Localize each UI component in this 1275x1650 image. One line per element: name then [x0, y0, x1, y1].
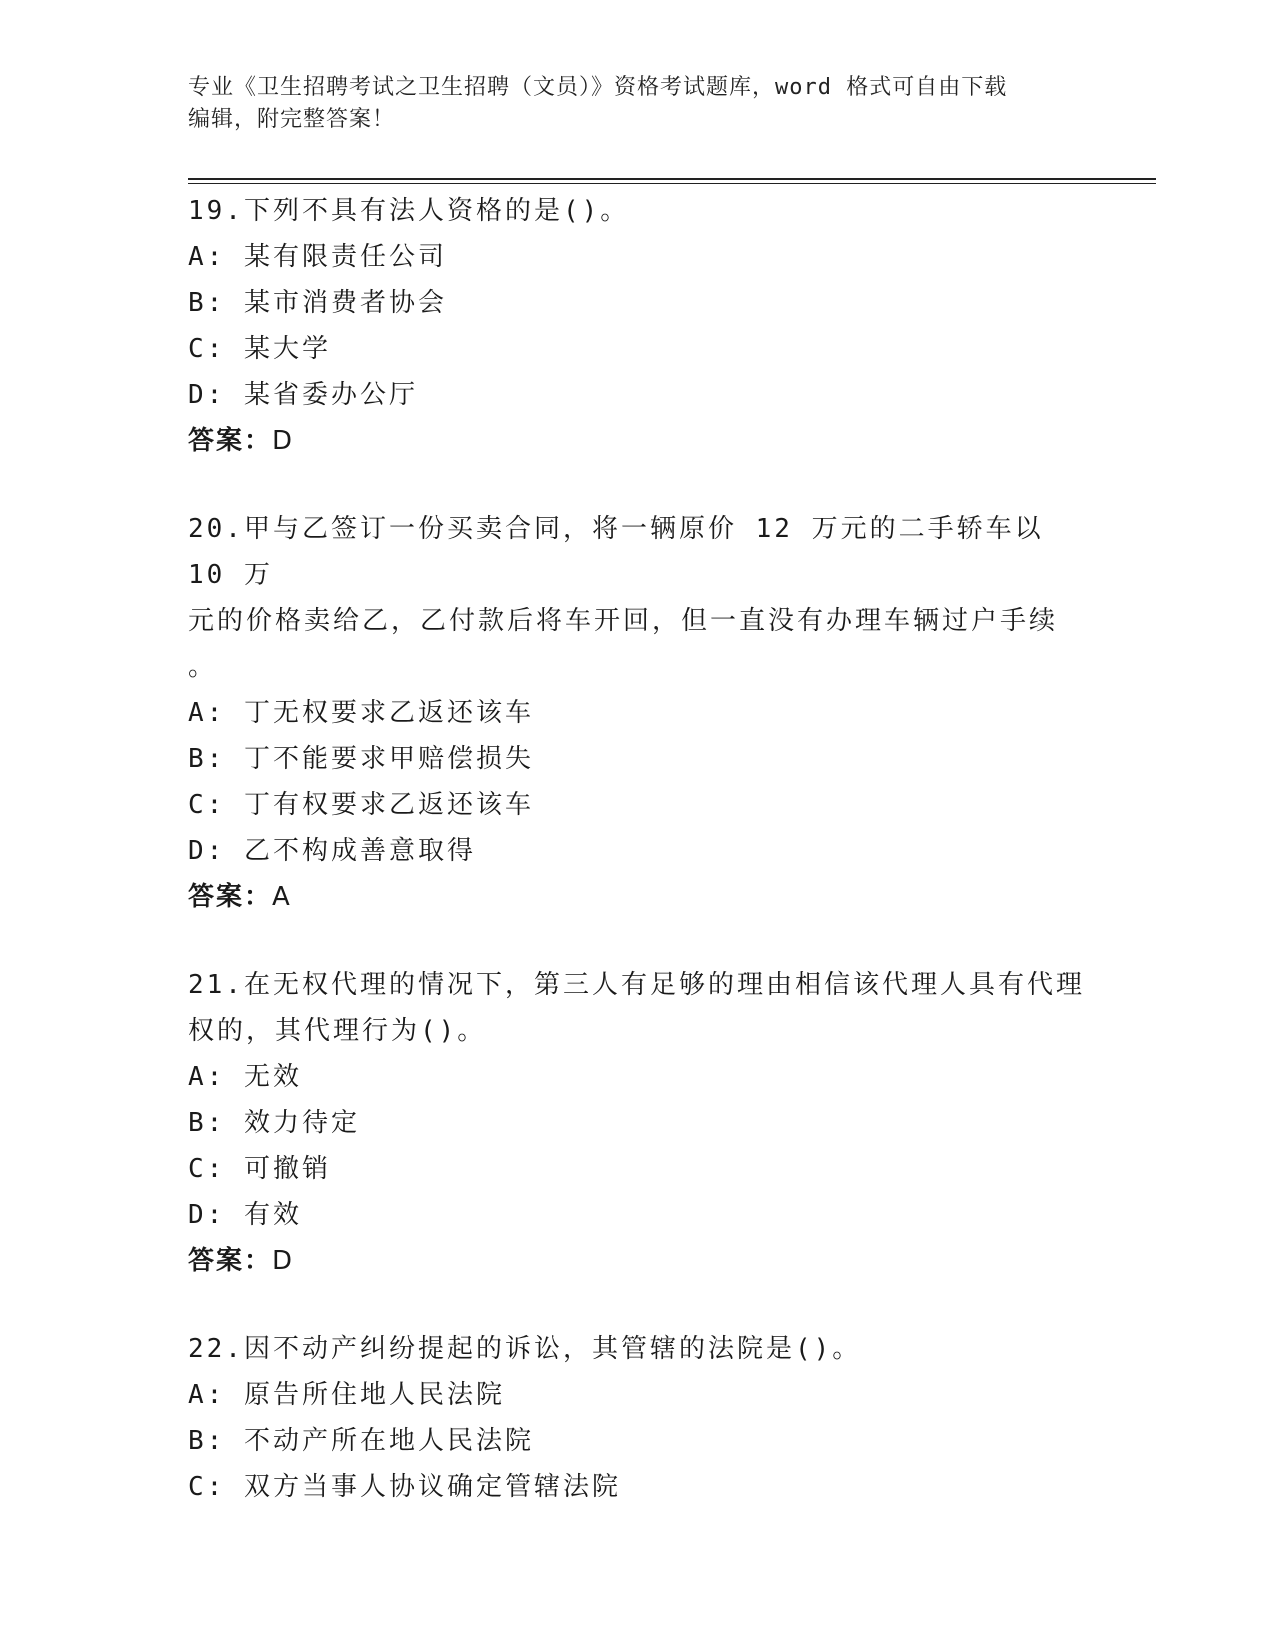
answer-value: A	[272, 882, 292, 912]
option-c: C: 双方当事人协议确定管辖法院	[188, 1472, 621, 1502]
answer-label: 答案：	[188, 882, 273, 912]
question-22	[188, 1326, 1088, 1510]
option-b: B: 效力待定	[188, 1108, 360, 1138]
question-21	[188, 962, 1088, 1284]
question-list	[188, 188, 1088, 1552]
option-d: D: 有效	[188, 1200, 302, 1230]
answer-label: 答案：	[188, 1246, 273, 1276]
answer-value: D	[272, 1246, 295, 1276]
header-divider-thin	[188, 183, 1156, 184]
option-b: B: 某市消费者协会	[188, 288, 447, 318]
document-header	[188, 72, 1088, 136]
answer-label: 答案：	[188, 426, 273, 456]
question-20	[188, 506, 1088, 920]
question-text-line-2: 元的价格卖给乙，乙付款后将车开回，但一直没有办理车辆过户手续	[188, 606, 1059, 636]
answer-line	[188, 418, 1088, 464]
option-a: A: 丁无权要求乙返还该车	[188, 698, 534, 728]
option-c: C: 某大学	[188, 334, 331, 364]
option-a: A: 某有限责任公司	[188, 242, 447, 272]
option-a: A: 无效	[188, 1062, 302, 1092]
option-c: C: 丁有权要求乙返还该车	[188, 790, 534, 820]
question-19	[188, 188, 1088, 464]
question-text-line-1: 20.甲与乙签订一份买卖合同，将一辆原价 12 万元的二手轿车以 10 万	[188, 514, 1044, 590]
question-text-line-2: 权的，其代理行为()。	[188, 1016, 487, 1046]
header-line-1: 专业《卫生招聘考试之卫生招聘（文员）》资格考试题库，word 格式可自由下载	[188, 75, 1008, 100]
answer-value: D	[272, 426, 295, 456]
option-a: A: 原告所住地人民法院	[188, 1380, 505, 1410]
header-line-2: 编辑，附完整答案！	[188, 107, 396, 132]
option-c: C: 可撤销	[188, 1154, 331, 1184]
option-d: D: 乙不构成善意取得	[188, 836, 476, 866]
question-text-line-3: 。	[188, 652, 218, 682]
question-text: 22.因不动产纠纷提起的诉讼，其管辖的法院是()。	[188, 1334, 862, 1364]
question-text-line-1: 21.在无权代理的情况下，第三人有足够的理由相信该代理人具有代理	[188, 970, 1085, 1000]
question-text: 19.下列不具有法人资格的是()。	[188, 196, 630, 226]
answer-line	[188, 874, 1088, 920]
option-b: B: 不动产所在地人民法院	[188, 1426, 534, 1456]
option-d: D: 某省委办公厅	[188, 380, 418, 410]
option-b: B: 丁不能要求甲赔偿损失	[188, 744, 534, 774]
header-divider-thick	[188, 178, 1156, 180]
answer-line	[188, 1238, 1088, 1284]
